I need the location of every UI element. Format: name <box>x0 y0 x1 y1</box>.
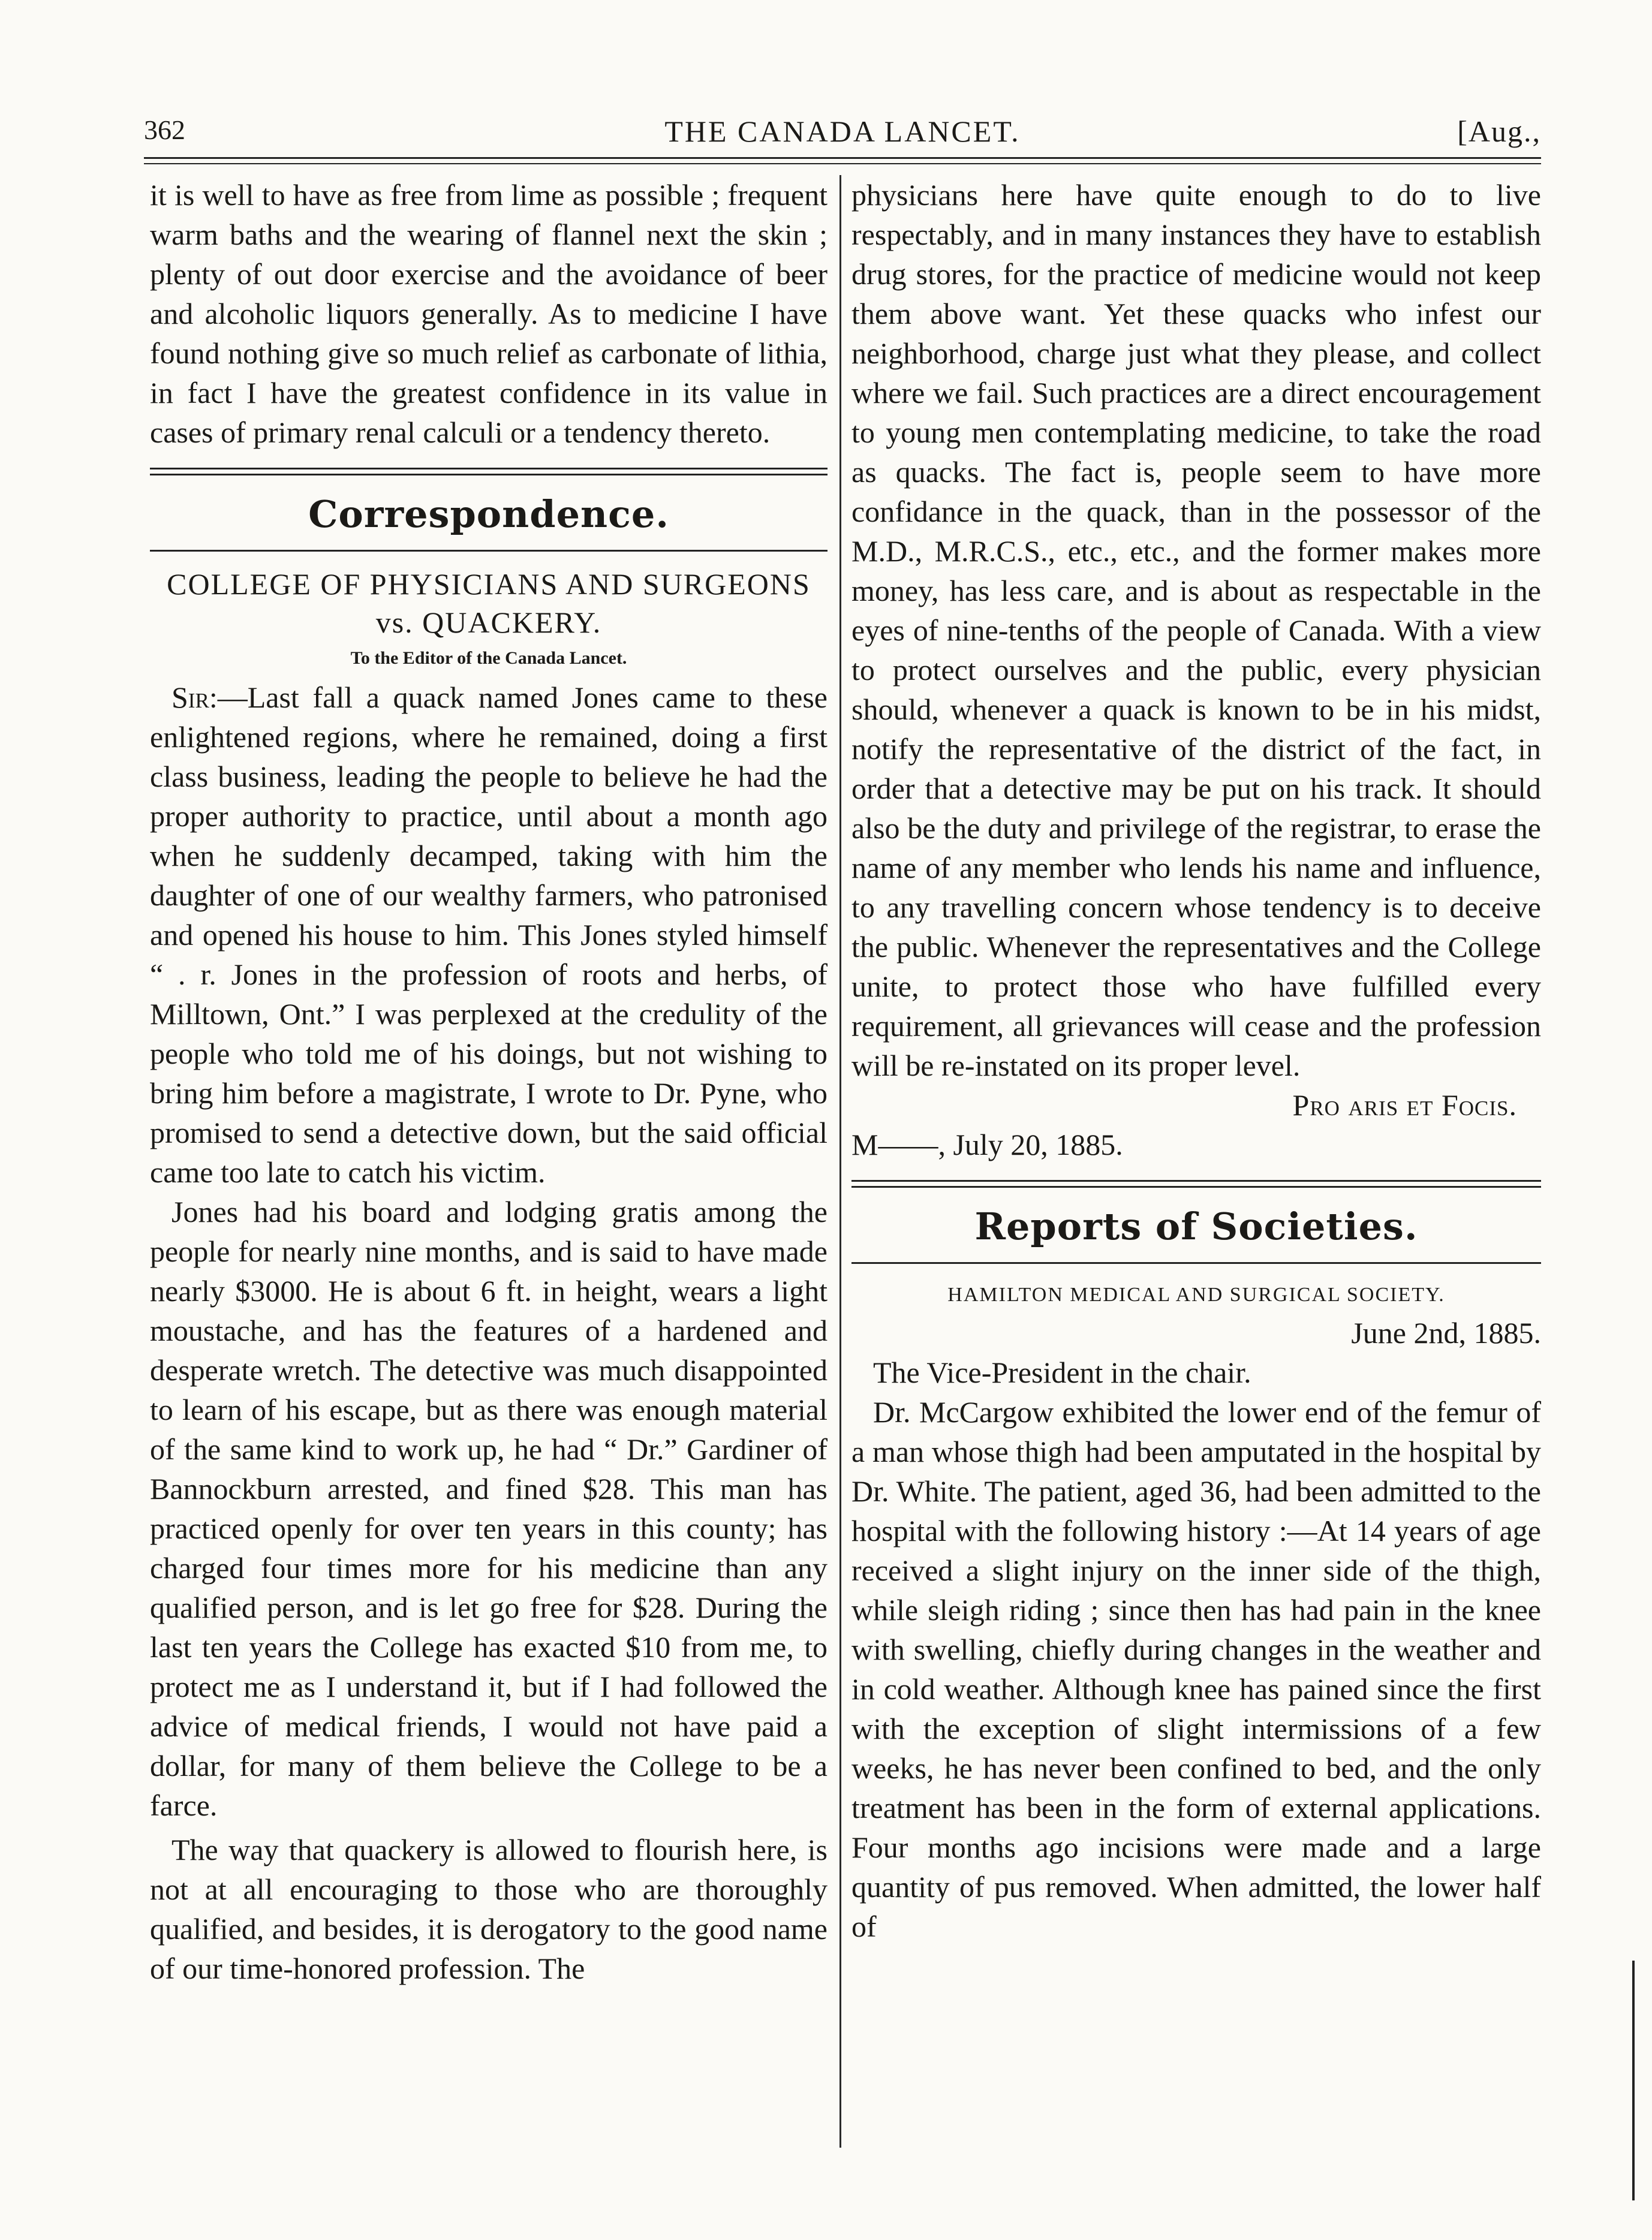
letter-paragraph-1-text: :—Last fall a quack named Jones came to these enlightened regions, where he remained, doing a first class business, leading the people to believe he had the proper authority to practice, until about a month ago when he suddenly decamped, taking with him the daughter of one of our wealthy farmers, who patronised and opened his house to him. This Jones styled himself “ . r. Jones in the profession of roots and herbs, of Milltown, Ont.” I was perplexed at the credulity of the people who told me of his doings, but not wishing to bring him before a magistrate, I wrote to Dr. Pyne, who promised to send a detective down, but the said official came too late to catch his victim. <box>150 681 827 1189</box>
opening-paragraph: it is well to have as free from lime as possible ; frequent warm baths and the wearing of flannel next the skin ; plenty of out door exercise and the avoidance of beer and alcoholic liquors generally. As to medicine I have found nothing give so much relief as carbonate of lithia, in fact I have the greatest confidence in its value in cases of primary renal calculi or a tendency thereto. <box>150 178 827 449</box>
header-rule <box>144 157 1541 159</box>
journal-title: THE CANADA LANCET. <box>664 115 1021 148</box>
letter-continuation: physicians here have quite enough to do to live respectably, and in many instances they have to establish drug stores, for the practice of medicine would not keep them above want. Yet these quacks who infest our neighborhood, charge just what they please, and collect where we fail. Such practices are a direct encouragement to young men contemplating medicine, to take the road as quacks. The fact is, people seem to have more confidance in the quack, than in the possessor of the M.D., M.R.C.S., etc., etc., and the former makes more money, has less care, and is about as respectable in the eyes of nine-tenths of the people of Canada. With a view to protect ourselves and the public, every physician should, whenever a quack is known to be in his midst, notify the representative of the district of the fact, in order that a detective may be put on his track. It should also be the duty and privilege of the registrar, to erase the name of any member who lends his name and influence, to any travelling concern whose tendency is to deceive the public. Whenever the representatives and the College unite, to protect those who have fulfilled every requirement, all grievances will cease and the profession will be re-instated on its proper level. <box>851 178 1541 1082</box>
right-column <box>851 175 1541 1946</box>
letter-paragraph-3: The way that quackery is allowed to flourish here, is not at all encouraging to those who are thoroughly qualified, and besides, it is derogatory to the good name of our time-honored profession. The <box>150 1833 827 1985</box>
section-divider-2 <box>851 1180 1541 1188</box>
left-column <box>150 175 827 1988</box>
heading-underline <box>150 550 827 552</box>
section-divider <box>150 468 827 475</box>
to-editor-line: To the Editor of the Canada Lancet. <box>350 648 627 668</box>
scan-edge-bar <box>1632 1961 1635 2200</box>
issue-month: [Aug., <box>1457 115 1541 148</box>
page-number: 362 <box>144 115 185 145</box>
letter-signature: Pro aris et Focis. <box>1292 1088 1517 1122</box>
letter-paragraph-2: Jones had his board and lodging gratis among the people for nearly nine months, and is said to have made nearly $3000. He is about 6 ft. in height, wears a light moustache, and has the features of a hardened and desperate wretch. The detective was much disappointed to learn of his escape, but as there was enough material of the same kind to work up, he had “ Dr.” Gardiner of Bannockburn arrested, and fined $28. This man has practiced openly for over ten years in this county; has charged four times more for his medicine than any qualified person, and is let go free for $28. During the last ten years the College has exacted $10 from me, to protect me as I understand it, but if I had followed the advice of medical friends, I would not have paid a dollar, for many of them believe the College to be a farce. <box>150 1195 827 1822</box>
reports-heading: Reports of Societies. <box>974 1205 1418 1248</box>
meeting-date: June 2nd, 1885. <box>1351 1316 1541 1350</box>
society-title: HAMILTON MEDICAL AND SURGICAL SOCIETY. <box>947 1284 1445 1306</box>
report-paragraph: Dr. McCargow exhibited the lower end of the femur of a man whose thigh had been amputated in the hospital by Dr. White. The patient, aged 36, had been admitted to the hospital with the following history :—At 14 years of age received a slight injury on the inner side of the thigh, while sleigh riding ; since then has had pain in the knee with swelling, chiefly during changes in the weather and in cold weather. Although knee has pained since the first with the exception of slight intermissions of a few weeks, he has never been confined to bed, and the only treatment has been in the form of external applications. Four months ago incisions were made and a large quantity of pus removed. When admitted, the lower half of <box>851 1395 1541 1943</box>
salutation: Sir <box>171 681 209 714</box>
article-title: COLLEGE OF PHYSICIANS AND SURGEONS vs. QUACKERY. <box>167 567 811 639</box>
letter-paragraph-1 <box>150 678 827 1192</box>
heading-underline-2 <box>851 1262 1541 1264</box>
letter-dateline: M——, July 20, 1885. <box>851 1128 1123 1161</box>
header-rule-thin <box>144 163 1541 164</box>
column-divider <box>839 175 841 2148</box>
correspondence-heading: Correspondence. <box>308 492 669 536</box>
running-header <box>144 114 1541 156</box>
chair-line: The Vice-President in the chair. <box>873 1356 1251 1389</box>
